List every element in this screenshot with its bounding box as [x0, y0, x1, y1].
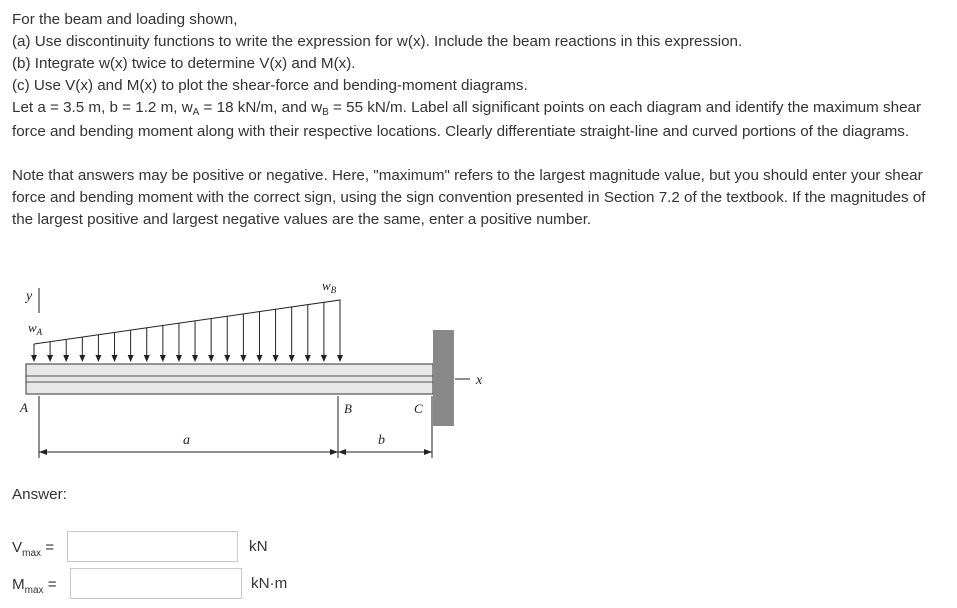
vmax-input[interactable] — [67, 531, 238, 562]
wa-label: $w_A$ — [28, 320, 43, 337]
load-arrow-head — [176, 355, 182, 362]
load-arrow-head — [47, 355, 53, 362]
load-arrow-head — [128, 355, 134, 362]
part-b-text: (b) Integrate w(x) twice to determine V(x) and M(x). — [12, 55, 356, 72]
mmax-unit: kN·m — [251, 575, 288, 592]
dim-b-label: b — [378, 433, 385, 448]
load-arrow-head — [256, 355, 262, 362]
load-arrow-head — [160, 355, 166, 362]
load-arrows — [31, 300, 343, 362]
load-arrow-head — [79, 355, 85, 362]
mmax-input[interactable] — [70, 568, 242, 599]
load-arrow-head — [144, 355, 150, 362]
point-a-label: A — [20, 400, 28, 415]
x-axis-label: x — [476, 373, 483, 388]
load-arrow-head — [192, 355, 198, 362]
dim-arrow-a-right — [330, 449, 338, 455]
beam — [26, 364, 433, 394]
given-part-1: Let a = 3.5 m, b = 1.2 m, w — [12, 99, 193, 116]
point-c-label: C — [414, 401, 423, 416]
given-values — [12, 97, 947, 143]
dim-a-label: a — [183, 433, 190, 448]
load-arrow-head — [321, 355, 327, 362]
answer-heading: Answer: — [12, 486, 67, 503]
wb-label: $w_B$ — [322, 278, 337, 295]
intro-text: For the beam and loading shown, — [12, 11, 238, 28]
note-text: Note that answers may be positive or negative. Here, "maximum" refers to the largest magnitude value, but you should enter your shear force and bending moment with the correct sign, using the sign convention presented in Section 7.2 of the textbook. If the magnitudes of the largest positive and largest negative values are the same, enter a positive number. — [12, 167, 926, 228]
load-arrow-head — [305, 355, 311, 362]
y-axis-label: y — [26, 289, 33, 304]
problem-statement — [12, 9, 947, 231]
dim-arrow-b-right — [424, 449, 432, 455]
load-arrow-head — [63, 355, 69, 362]
load-arrow-head — [95, 355, 101, 362]
load-arrow-head — [31, 355, 37, 362]
load-arrow-head — [273, 355, 279, 362]
part-c-text: (c) Use V(x) and M(x) to plot the shear-force and bending-moment diagrams. — [12, 77, 528, 94]
fixed-wall — [433, 330, 454, 426]
given-sub-b: B — [322, 107, 329, 118]
load-outline — [34, 300, 340, 360]
vmax-unit: kN — [249, 538, 268, 555]
load-arrow-head — [337, 355, 343, 362]
given-part-3: = 55 kN/m. Label all significant points on each diagram and identify the maximum shear force and bending moment along with their respective locations. Clearly differentiate straight-line and curved portions of the diagrams. — [12, 99, 922, 140]
load-arrow-head — [224, 355, 230, 362]
load-arrow-head — [112, 355, 118, 362]
load-arrow-head — [240, 355, 246, 362]
mmax-label: $M_{max}$ = — [12, 576, 57, 596]
point-b-label: B — [344, 401, 352, 416]
dim-arrow-a-left — [39, 449, 47, 455]
beam-figure — [0, 270, 500, 470]
dim-arrow-b-left — [338, 449, 346, 455]
load-arrow-head — [289, 355, 295, 362]
given-part-2: = 18 kN/m, and w — [199, 99, 323, 116]
part-a-text: (a) Use discontinuity functions to write the expression for w(x). Include the beam reactions in this expression. — [12, 33, 743, 50]
given-sub-a: A — [192, 107, 200, 118]
vmax-label: $V_{max}$ = — [12, 539, 55, 559]
load-arrow-head — [208, 355, 214, 362]
